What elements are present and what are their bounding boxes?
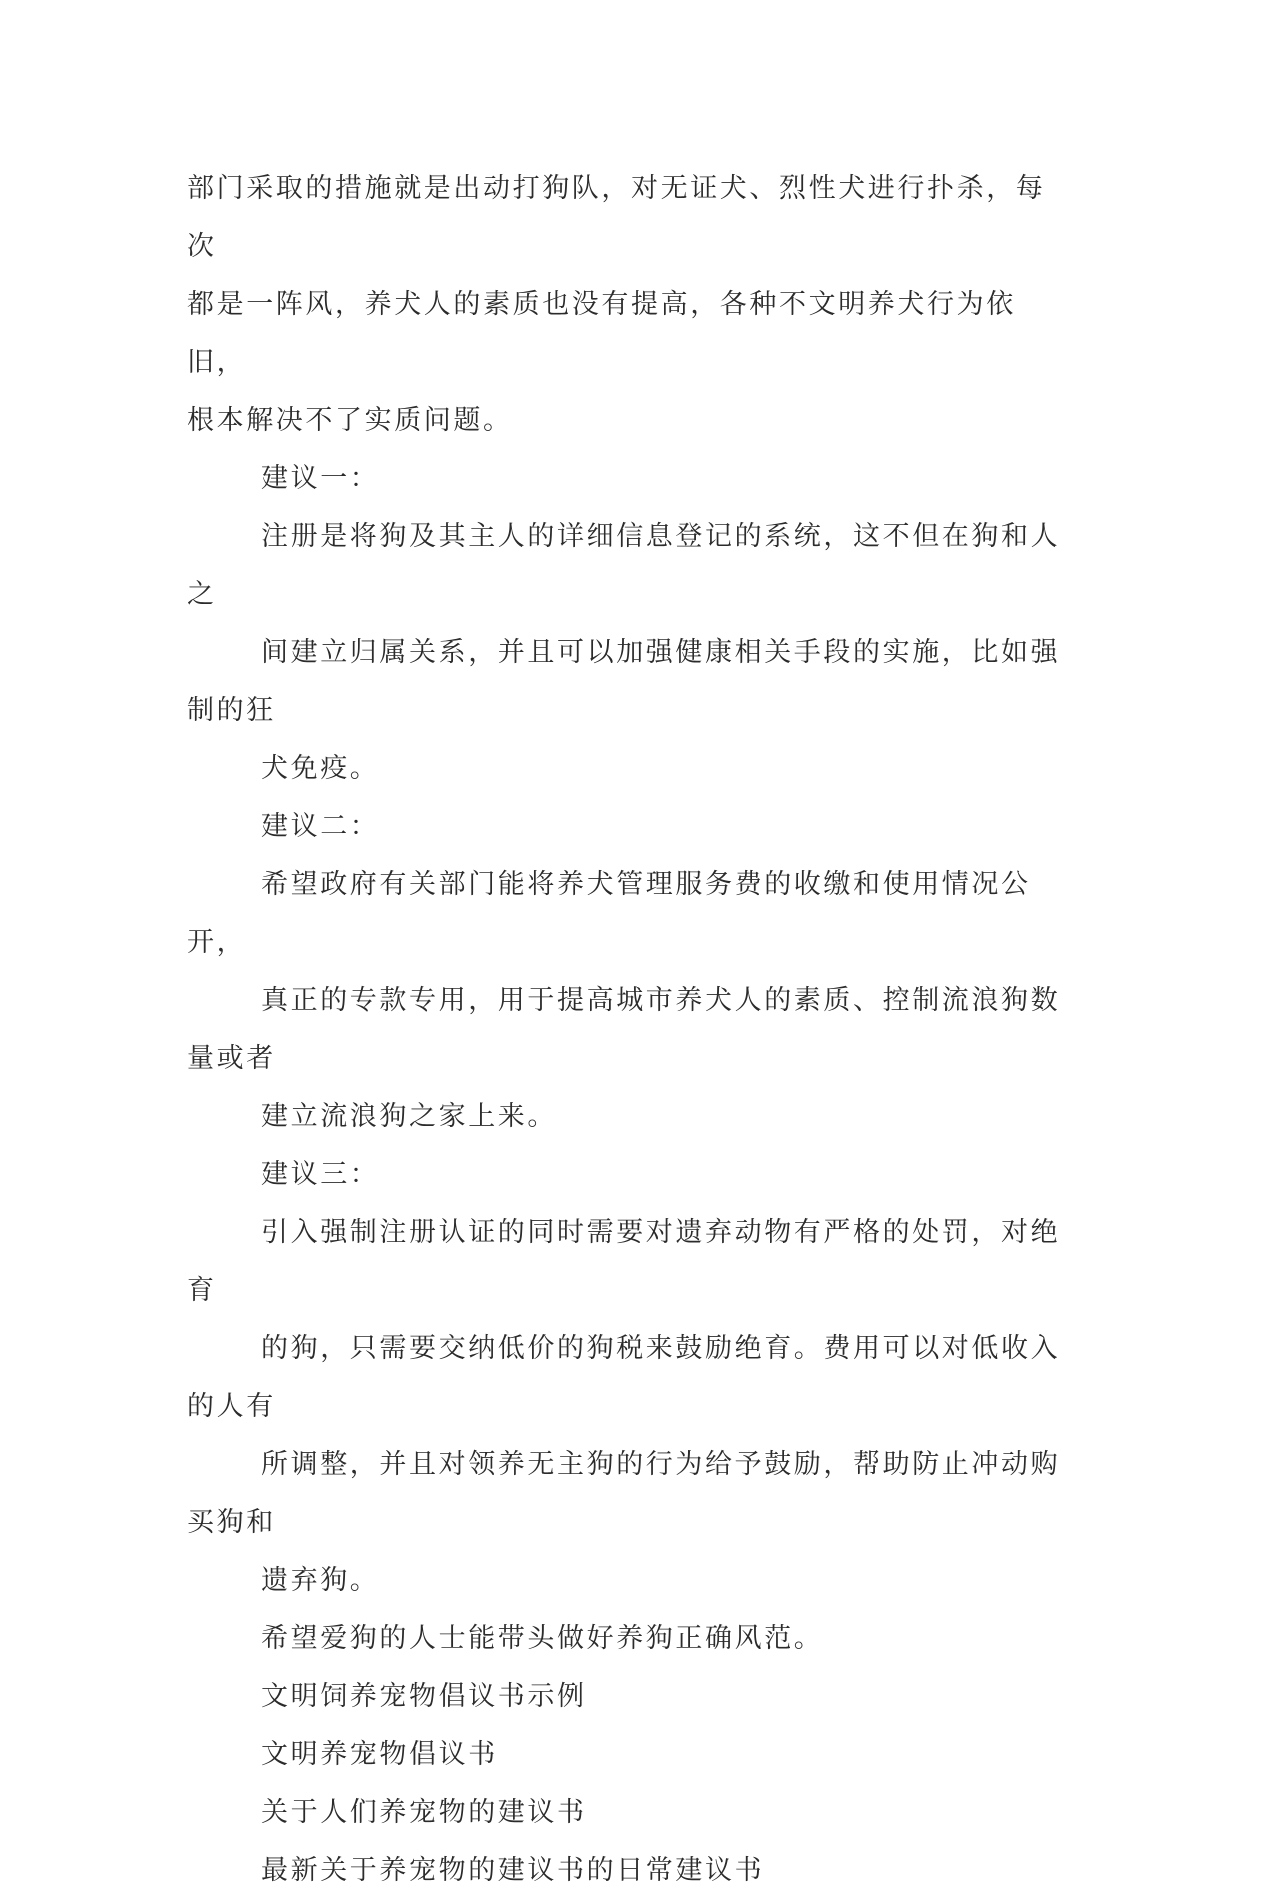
text-line: 的狗，只需要交纳低价的狗税来鼓励绝育。费用可以对低收入的人有 (187, 1333, 1061, 1422)
paragraph-intro (187, 160, 1067, 450)
text-line: 都是一阵风，养犬人的素质也没有提高，各种不文明养犬行为依旧， (187, 289, 1016, 378)
text-line: 根本解决不了实质问题。 (187, 405, 513, 436)
text-line: 间建立归属关系，并且可以加强健康相关手段的实施，比如强制的狂 (187, 637, 1061, 726)
text-line: 建立流浪狗之家上来。 (261, 1101, 557, 1132)
paragraph-closing (187, 1610, 1067, 1668)
text-line: 真正的专款专用，用于提高城市养犬人的素质、控制流浪狗数量或者 (187, 985, 1061, 1074)
text-line: 希望政府有关部门能将养犬管理服务费的收缴和使用情况公开， (187, 869, 1031, 958)
text-line: 犬免疫。 (261, 753, 380, 784)
text-line: 建议二： (261, 811, 380, 842)
text-line: 所调整，并且对领养无主狗的行为给予鼓励，帮助防止冲动购买狗和 (187, 1449, 1061, 1538)
text-line: 部门采取的措施就是出动打狗队，对无证犬、烈性犬进行扑杀，每次 (187, 173, 1046, 262)
text-line: 文明养宠物倡议书 (261, 1739, 498, 1770)
text-line: 建议一： (261, 463, 380, 494)
heading-suggestion-2 (187, 798, 1067, 856)
text-line: 遗弃狗。 (261, 1565, 380, 1596)
text-line: 文明饲养宠物倡议书示例 (261, 1681, 587, 1712)
paragraph-suggestion-3 (187, 1204, 1067, 1610)
heading-suggestion-3 (187, 1146, 1067, 1204)
related-title-2 (187, 1726, 1067, 1784)
document-body (187, 160, 1067, 1900)
paragraph-suggestion-1 (187, 508, 1067, 798)
heading-suggestion-1 (187, 450, 1067, 508)
related-title-1 (187, 1668, 1067, 1726)
text-line: 引入强制注册认证的同时需要对遗弃动物有严格的处罚，对绝育 (187, 1217, 1061, 1306)
text-line: 关于人们养宠物的建议书 (261, 1797, 587, 1828)
paragraph-suggestion-2 (187, 856, 1067, 1146)
related-title-3 (187, 1784, 1067, 1842)
text-line: 建议三： (261, 1159, 380, 1190)
text-line: 最新关于养宠物的建议书的日常建议书 (261, 1855, 765, 1886)
text-line: 希望爱狗的人士能带头做好养狗正确风范。 (261, 1623, 824, 1654)
related-title-4 (187, 1842, 1067, 1900)
text-line: 注册是将狗及其主人的详细信息登记的系统，这不但在狗和人之 (187, 521, 1061, 610)
